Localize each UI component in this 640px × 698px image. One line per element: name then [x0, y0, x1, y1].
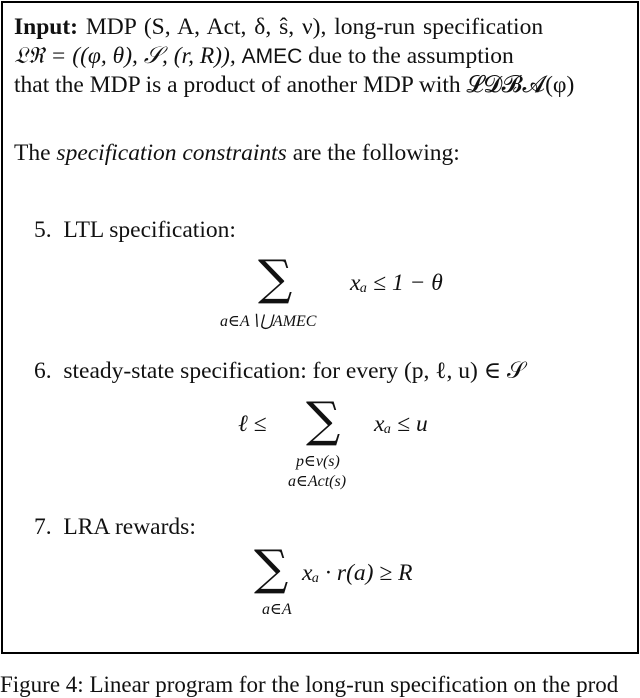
item-5	[34, 219, 236, 243]
intro-emphasis: specification constraints	[56, 140, 287, 166]
item-label: steady-state specification: for every (p, ℓ, u) ∈ 𝒮	[63, 358, 526, 384]
item-number: 7.	[34, 514, 52, 540]
sum-symbol: ∑	[258, 250, 293, 306]
steady-state-constraint: xₐ ≤ u	[374, 411, 428, 437]
item-label: LRA rewards:	[63, 514, 196, 540]
item-7	[34, 516, 196, 540]
sum-subscript: p∈ν(s)	[296, 453, 340, 470]
intro-post: are the following:	[292, 140, 460, 166]
input-label: Input:	[14, 14, 79, 40]
input-line-1	[14, 16, 543, 40]
item-number: 6.	[34, 358, 52, 384]
intro-text	[14, 142, 460, 166]
input-mdp: MDP (S, A, Act, δ, ŝ, ν), long-run specification	[85, 14, 544, 40]
sum-subscript: a∈Act(s)	[288, 473, 347, 490]
item-label: LTL specification:	[63, 217, 236, 243]
intro-pre: The	[14, 140, 51, 166]
input-line-2-text: due to the assumption	[308, 43, 514, 69]
sum-symbol: ∑	[306, 392, 341, 448]
item-6	[34, 360, 525, 384]
sum-subscript: a∈A∖⋃AMEC	[220, 313, 317, 330]
amec: AMEC	[241, 45, 303, 68]
figure-box	[1, 1, 639, 654]
lower-bound: ℓ ≤	[238, 411, 267, 437]
figure-caption: Figure 4: Linear program for the long-run specification on the prod	[0, 672, 619, 697]
ltl-constraint: xₐ ≤ 1 − θ	[350, 270, 443, 296]
sum-symbol: ∑	[254, 540, 289, 596]
item-number: 5.	[34, 217, 52, 243]
input-line-3: that the MDP is a product of another MDP with 𝓛𝓓𝓑𝓐(φ)	[14, 72, 575, 98]
spec-tuple: 𝔏ℜ = ((φ, θ), 𝒮, (r, R)),	[14, 43, 236, 69]
lra-constraint: xₐ · r(a) ≥ R	[302, 560, 413, 586]
sum-subscript: a∈A	[262, 601, 292, 618]
input-line-2	[14, 45, 514, 69]
